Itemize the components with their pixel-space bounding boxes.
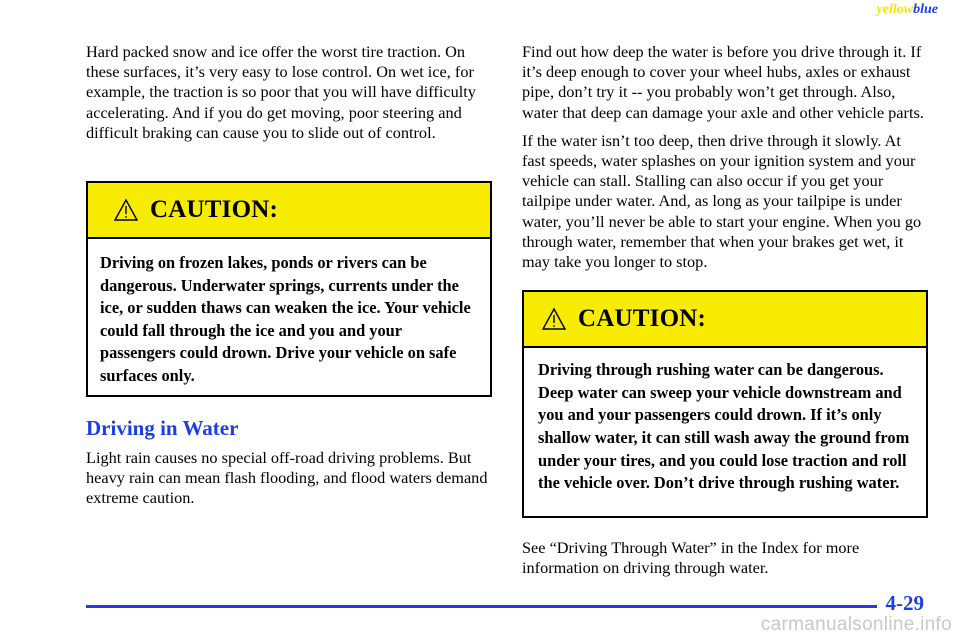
caution-title: CAUTION: bbox=[578, 305, 706, 333]
caution-box-rushing-water bbox=[522, 290, 928, 518]
caution-header bbox=[88, 183, 490, 239]
water-depth-paragraph: Find out how deep the water is before you drive through it. If it’s deep enough to cover your wheel hubs, axles or exhaust pipe, don’t try it -- you probably won’t get through. Also, water that deep can damage your axle and other vehicle parts. bbox=[522, 42, 924, 122]
caution-title: CAUTION: bbox=[150, 196, 278, 224]
page-number: 4-29 bbox=[885, 591, 924, 615]
warning-triangle-icon bbox=[542, 307, 566, 331]
caution-box-frozen-lakes bbox=[86, 181, 492, 397]
drive-slowly-paragraph: If the water isn’t too deep, then drive through it slowly. At fast speeds, water splashes on your ignition system and your vehicle can stall. Stalling can also occur if you get your tailpipe under water. And, as long as your tailpipe is under water, you’ll never be able to start your engine. When you go through water, remember that when your brakes get wet, it may take you longer to stop. bbox=[522, 130, 922, 272]
left-column-lower bbox=[86, 448, 492, 509]
watermark: carmanualsonline.info bbox=[760, 614, 952, 635]
snow-ice-paragraph: Hard packed snow and ice offer the worst tire traction. On these surfaces, it’s very easy to lose control. On wet ice, for example, the traction is so poor that you will have difficulty accelerating. And if you do get moving, poor steering and difficult braking can cause you to slide out of control. bbox=[86, 42, 476, 142]
warning-triangle-icon bbox=[114, 198, 138, 222]
caution-header bbox=[524, 292, 926, 348]
color-tag bbox=[877, 2, 938, 18]
see-index-paragraph: See “Driving Through Water” in the Index for more information on driving through water. bbox=[522, 538, 860, 578]
footer-rule bbox=[86, 605, 877, 608]
right-column bbox=[522, 42, 928, 579]
color-tag-blue: blue bbox=[913, 2, 938, 17]
left-column bbox=[86, 42, 492, 397]
section-heading-driving-in-water: Driving in Water bbox=[86, 416, 239, 440]
light-rain-paragraph: Light rain causes no special off-road driving problems. But heavy rain can mean flash flooding, and flood waters demand extreme caution. bbox=[86, 448, 488, 508]
caution-text: Driving through rushing water can be dangerous. Deep water can sweep your vehicle downstream and you and your passengers could drown. If it’s only shallow water, it can still wash away the ground from under your tires, and you could lose traction and roll the vehicle over. Don’t drive through rushing water. bbox=[538, 360, 910, 493]
color-tag-yellow: yellow bbox=[876, 2, 914, 17]
caution-text: Driving on frozen lakes, ponds or rivers can be dangerous. Underwater springs, currents under the ice, or sudden thaws can weaken the ice. Your vehicle could fall through the ice and you and your passengers could drown. Drive your vehicle on safe surfaces only. bbox=[100, 253, 471, 385]
